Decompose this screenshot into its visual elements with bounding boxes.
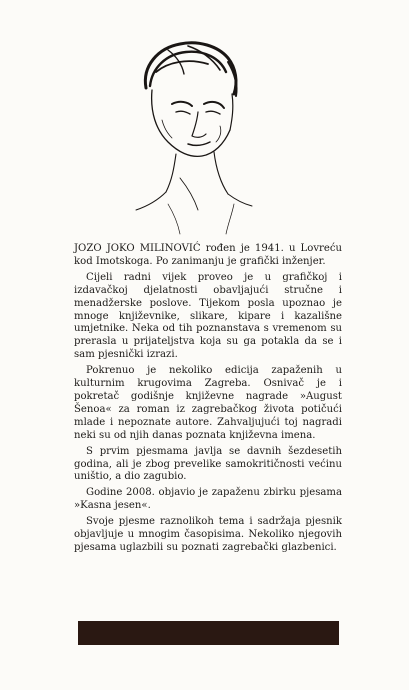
bio-paragraph: S prvim pjesmama javlja se davnih šezdesetih godina, ali je zbog prevelike samokritičnosti većinu uništio, a dio zagubio.: [74, 445, 342, 483]
bio-paragraph: JOZO JOKO MILINOVIĆ rođen je 1941. u Lovreću kod Imotskoga. Po zanimanju je grafički inženjer.: [74, 243, 342, 267]
bio-paragraph: Pokrenuo je nekoliko edicija zapaženih u kulturnim krugovima Zagreba. Osnivač je i pokretač godišnje književne nagrade »August Šenoa« za roman iz zagrebačkog života potičući mlade i nepoznate autore. Zahvaljujući toj nagradi neki su od njih danas poznata književna imena.: [74, 365, 342, 441]
author-biography: [74, 243, 342, 555]
bio-paragraph: Godine 2008. objavio je zapaženu zbirku pjesama »Kasna jesen«.: [74, 487, 342, 512]
decorative-bar: [78, 621, 339, 645]
bio-paragraph: Cijeli radni vijek proveo je u grafičkoj i izdavačkoj djelatnosti obavljajući stručne i menadžerske poslove. Tijekom posla upoznao je mnoge književnike, slikare, kipare i kazališne umjetnike. Neka od tih poznanstava s vremenom su prerasla u prijateljstva koja su ga potakla da se i sam pjesnički izrazi.: [74, 271, 342, 361]
bio-paragraph: Svoje pjesme raznolikoh tema i sadržaja pjesnik objavljuje u mnogim časopisima. Nekoliko njegovih pjesama uglazbili su poznati zagrebački glazbenici.: [74, 516, 342, 553]
author-portrait-sketch: [128, 28, 258, 238]
